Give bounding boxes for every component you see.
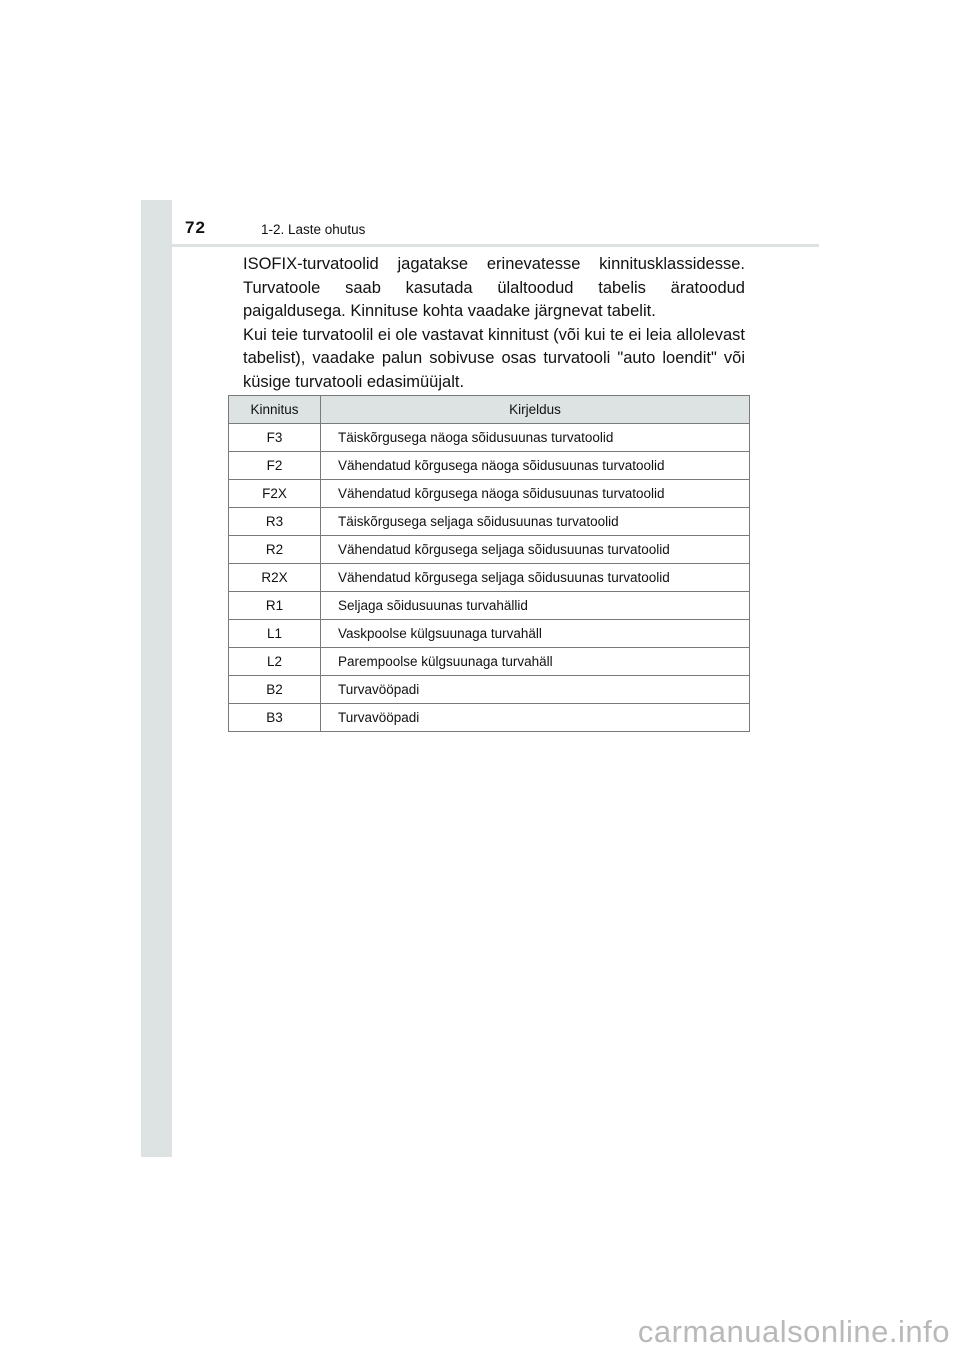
table-row bbox=[229, 676, 750, 704]
table-row bbox=[229, 648, 750, 676]
description-cell: Täiskõrgusega seljaga sõidusuunas turvatoolid bbox=[321, 508, 750, 536]
table-row bbox=[229, 480, 750, 508]
note-paragraph: Kui teie turvatoolil ei ole vastavat kinnitust (või kui te ei leia allolevast tabelist), vaadake palun sobivuse osas turvatooli "auto loendit" või küsige turvatooli edasimüüjalt. bbox=[243, 325, 745, 391]
description-cell: Vähendatud kõrgusega seljaga sõidusuunas turvatoolid bbox=[321, 536, 750, 564]
description-cell: Täiskõrgusega näoga sõidusuunas turvatoolid bbox=[321, 424, 750, 452]
site-watermark: carmanualsonline.info bbox=[637, 1314, 950, 1349]
fixing-code-cell: R3 bbox=[229, 508, 321, 536]
fixing-code-cell: B2 bbox=[229, 676, 321, 704]
fixing-code-cell: B3 bbox=[229, 704, 321, 732]
table-row bbox=[229, 508, 750, 536]
description-cell: Turvavööpadi bbox=[321, 704, 750, 732]
table-header-row bbox=[229, 396, 750, 424]
fixing-code-cell: F2 bbox=[229, 452, 321, 480]
side-bar bbox=[141, 200, 172, 1157]
fixing-class-table bbox=[228, 395, 750, 732]
table-row bbox=[229, 452, 750, 480]
fixing-code-cell: R1 bbox=[229, 592, 321, 620]
header-rule bbox=[141, 244, 819, 247]
intro-paragraph: ISOFIX-turvatoolid jagatakse erinevatesse kinnitusklassidesse. Turvatoole saab kasutada ülaltoodud tabelis äratoodud paigaldusega. Kinnituse kohta vaadake järgnevat tabelit. bbox=[243, 255, 745, 320]
description-cell: Seljaga sõidusuunas turvahällid bbox=[321, 592, 750, 620]
description-cell: Vähendatud kõrgusega seljaga sõidusuunas turvatoolid bbox=[321, 564, 750, 592]
fixing-code-cell: L1 bbox=[229, 620, 321, 648]
table-row bbox=[229, 424, 750, 452]
section-title: 1-2. Laste ohutus bbox=[261, 222, 366, 237]
description-cell: Vähendatud kõrgusega näoga sõidusuunas turvatoolid bbox=[321, 480, 750, 508]
page-number: 72 bbox=[185, 218, 206, 237]
description-cell: Vähendatud kõrgusega näoga sõidusuunas turvatoolid bbox=[321, 452, 750, 480]
fixing-code-cell: L2 bbox=[229, 648, 321, 676]
fixing-code-cell: F3 bbox=[229, 424, 321, 452]
fixing-code-cell: R2X bbox=[229, 564, 321, 592]
fixing-code-cell: R2 bbox=[229, 536, 321, 564]
description-cell: Parempoolse külgsuunaga turvahäll bbox=[321, 648, 750, 676]
table-row bbox=[229, 564, 750, 592]
column-header-fixing: Kinnitus bbox=[229, 396, 321, 424]
column-header-description: Kirjeldus bbox=[321, 396, 750, 424]
body-text bbox=[243, 253, 745, 394]
description-cell: Vaskpoolse külgsuunaga turvahäll bbox=[321, 620, 750, 648]
table-row bbox=[229, 536, 750, 564]
table-row bbox=[229, 592, 750, 620]
fixing-code-cell: F2X bbox=[229, 480, 321, 508]
table-row bbox=[229, 620, 750, 648]
description-cell: Turvavööpadi bbox=[321, 676, 750, 704]
table-row bbox=[229, 704, 750, 732]
